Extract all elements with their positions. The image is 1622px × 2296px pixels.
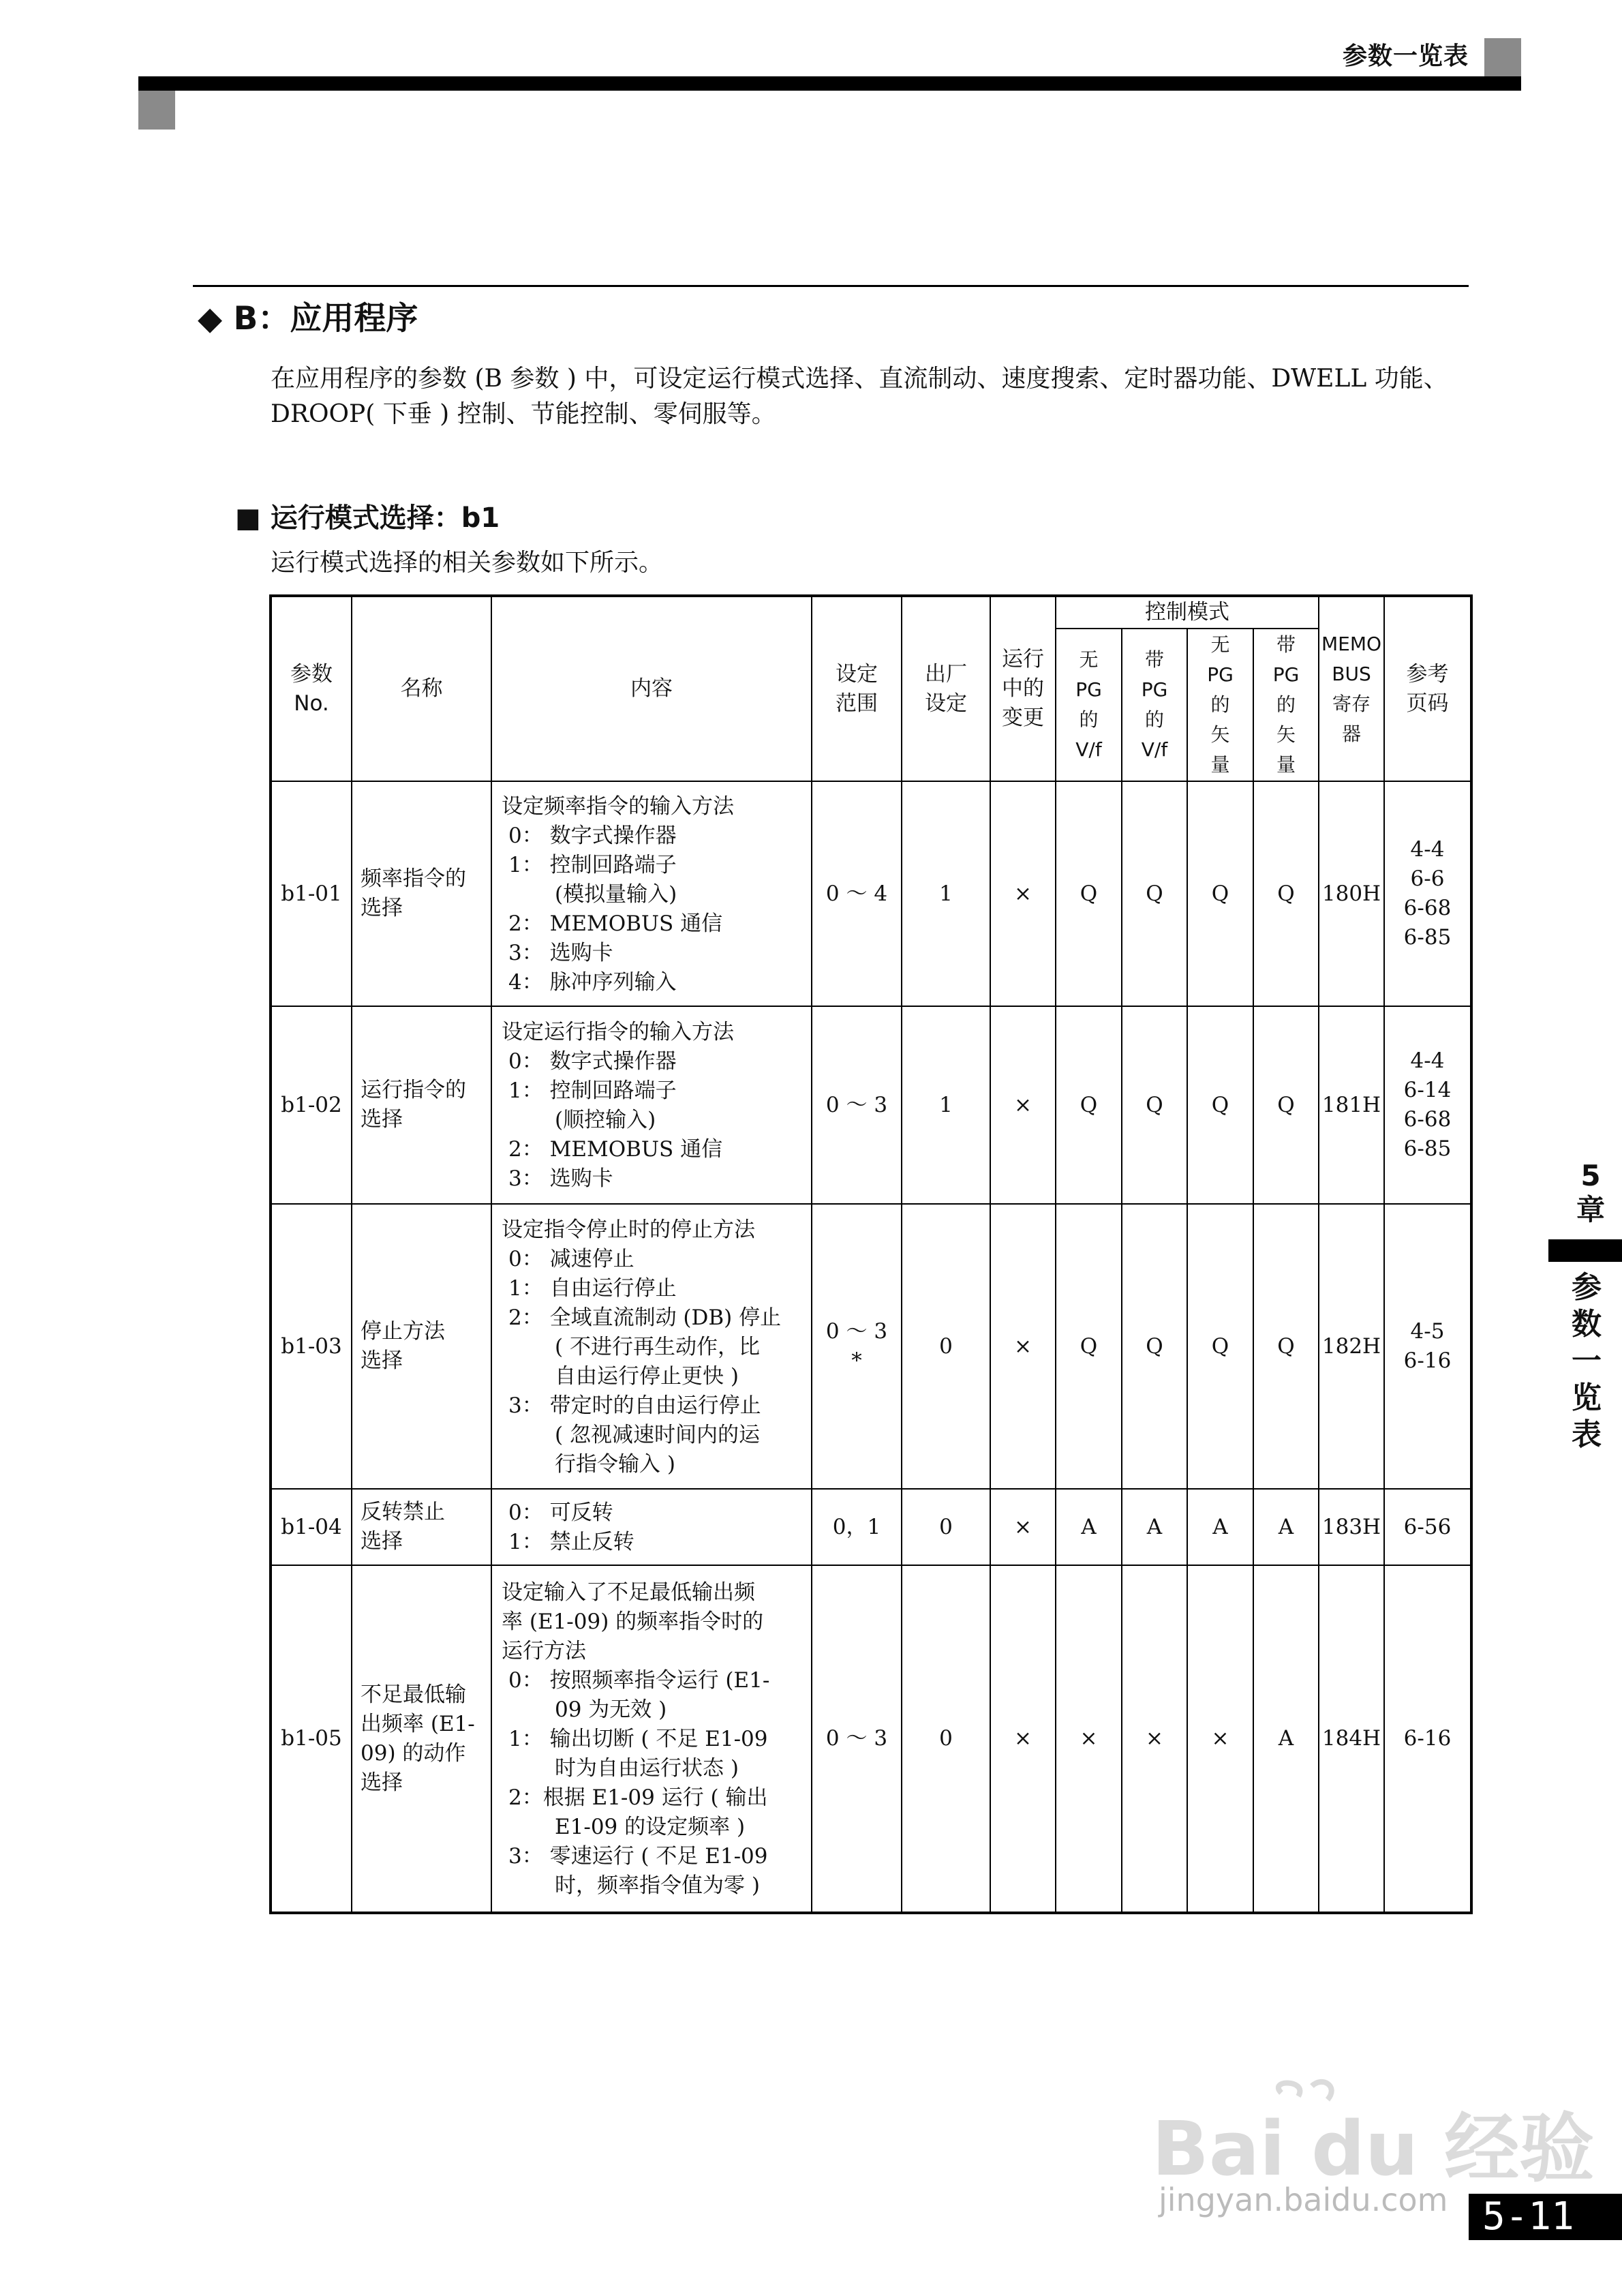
mode-vf-nopg: Q <box>1056 1006 1122 1204</box>
table-row <box>271 781 1471 1006</box>
param-factory: 0 <box>902 1565 990 1913</box>
header-ref: 参考 页码 <box>1384 596 1471 781</box>
param-name: 反转禁止 选择 <box>352 1489 491 1565</box>
param-factory: 0 <box>902 1489 990 1565</box>
param-no: b1-03 <box>271 1204 352 1489</box>
param-range: 0 ～ 3 <box>812 1565 902 1913</box>
param-factory: 0 <box>902 1204 990 1489</box>
param-change: × <box>990 1006 1056 1204</box>
header-memobus: MEMO BUS 寄存 器 <box>1319 596 1384 781</box>
parameter-table <box>269 594 1473 1914</box>
mode-vf-pg: Q <box>1122 1204 1187 1489</box>
side-tab-bar <box>1548 1239 1622 1262</box>
param-factory: 1 <box>902 1006 990 1204</box>
param-range: 0，1 <box>812 1489 902 1565</box>
header-left-square <box>138 91 175 130</box>
mode-vf-nopg: Q <box>1056 781 1122 1006</box>
header-title: 参数一览表 <box>1342 42 1469 70</box>
header-vec-pg: 带 PG 的 矢 量 <box>1253 629 1319 781</box>
param-name: 不足最低输 出频率 (E1- 09) 的动作 选择 <box>352 1565 491 1913</box>
header-range: 设定 范围 <box>812 596 902 781</box>
header-content: 内容 <box>491 596 812 781</box>
page-number: 5-11 <box>1469 2194 1622 2240</box>
header-change: 运行 中的 变更 <box>990 596 1056 781</box>
param-refs: 4-5 6-16 <box>1384 1204 1471 1489</box>
param-name: 运行指令的 选择 <box>352 1006 491 1204</box>
param-refs: 6-56 <box>1384 1489 1471 1565</box>
param-content: 设定指令停止时的停止方法 0： 减速停止 1： 自由运行停止 2： 全域直流制动 (DB) 停止 ( 不进行再生动作，比 自由运行停止更快 ) 3： 带定时的自由运行停止 ( 忽视减速时间内的运 行指令输入 ) <box>491 1204 812 1489</box>
mode-vf-pg: Q <box>1122 781 1187 1006</box>
param-content: 设定运行指令的输入方法 0： 数字式操作器 1： 控制回路端子 (顺控输入) 2： MEMOBUS 通信 3： 选购卡 <box>491 1006 812 1204</box>
mode-vec-pg: A <box>1253 1489 1319 1565</box>
mode-vec-nopg: × <box>1187 1565 1253 1913</box>
param-register: 181H <box>1319 1006 1384 1204</box>
header-gray-square <box>1484 38 1521 76</box>
param-no: b1-04 <box>271 1489 352 1565</box>
header-bar <box>138 76 1521 91</box>
mode-vec-nopg: Q <box>1187 1204 1253 1489</box>
param-no: b1-01 <box>271 781 352 1006</box>
table-row <box>271 1204 1471 1489</box>
param-name: 频率指令的 选择 <box>352 781 491 1006</box>
mode-vf-nopg: Q <box>1056 1204 1122 1489</box>
header-factory: 出厂 设定 <box>902 596 990 781</box>
param-change: × <box>990 1204 1056 1489</box>
param-content: 设定频率指令的输入方法 0： 数字式操作器 1： 控制回路端子 (模拟量输入) 2： MEMOBUS 通信 3： 选购卡 4： 脉冲序列输入 <box>491 781 812 1006</box>
param-refs: 4-4 6-6 6-68 6-85 <box>1384 781 1471 1006</box>
param-refs: 4-4 6-14 6-68 6-85 <box>1384 1006 1471 1204</box>
param-no: b1-02 <box>271 1006 352 1204</box>
param-register: 180H <box>1319 781 1384 1006</box>
mode-vec-pg: Q <box>1253 1006 1319 1204</box>
param-change: × <box>990 1565 1056 1913</box>
mode-vec-pg: Q <box>1253 781 1319 1006</box>
param-content: 设定输入了不足最低输出频 率 (E1-09) 的频率指令时的 运行方法 0： 按照频率指令运行 (E1- 09 为无效 ) 1： 输出切断 ( 不足 E1-09 时为自由运行状态 ) 2：根据 E1-09 运行 ( 输出 E1-09 的设定频率 ) 3： 零速运行 ( 不足 E1-09 时，频率指令值为零 ) <box>491 1565 812 1913</box>
param-no: b1-05 <box>271 1565 352 1913</box>
header-name: 名称 <box>352 596 491 781</box>
table-row <box>271 1489 1471 1565</box>
mode-vec-nopg: Q <box>1187 781 1253 1006</box>
header-vec-nopg: 无 PG 的 矢 量 <box>1187 629 1253 781</box>
table-row <box>271 1565 1471 1913</box>
side-tab-chapter: 5 章 <box>1576 1159 1605 1226</box>
mode-vec-nopg: A <box>1187 1489 1253 1565</box>
param-register: 182H <box>1319 1204 1384 1489</box>
subsection-title: ■ 运行模式选择：b1 <box>235 502 500 534</box>
header-vf-pg: 带 PG 的 V/f <box>1122 629 1187 781</box>
mode-vf-pg: × <box>1122 1565 1187 1913</box>
mode-vf-pg: A <box>1122 1489 1187 1565</box>
mode-vec-pg: A <box>1253 1565 1319 1913</box>
param-register: 183H <box>1319 1489 1384 1565</box>
param-name: 停止方法 选择 <box>352 1204 491 1489</box>
header-control-mode: 控制模式 <box>1056 596 1319 629</box>
mode-vf-nopg: × <box>1056 1565 1122 1913</box>
mode-vec-pg: Q <box>1253 1204 1319 1489</box>
param-change: × <box>990 1489 1056 1565</box>
subsection-desc: 运行模式选择的相关参数如下所示。 <box>271 549 664 577</box>
section-intro: 在应用程序的参数 (B 参数 ) 中，可设定运行模式选择、直流制动、速度搜索、定时器功能、DWELL 功能、DROOP( 下垂 ) 控制、节能控制、零伺服等。 <box>271 365 1448 428</box>
param-register: 184H <box>1319 1565 1384 1913</box>
param-refs: 6-16 <box>1384 1565 1471 1913</box>
param-change: × <box>990 781 1056 1006</box>
section-rule <box>193 285 1469 287</box>
header-vf-nopg: 无 PG 的 V/f <box>1056 629 1122 781</box>
param-content: 0： 可反转 1： 禁止反转 <box>491 1489 812 1565</box>
param-range: 0 ～ 3 * <box>812 1204 902 1489</box>
param-factory: 1 <box>902 781 990 1006</box>
param-range: 0 ～ 4 <box>812 781 902 1006</box>
watermark-logo-text: Bai du 经验 <box>1152 2105 1595 2192</box>
param-range: 0 ～ 3 <box>812 1006 902 1204</box>
watermark-url: jingyan.baidu.com <box>1159 2181 1448 2218</box>
header-param-no: 参数 No. <box>271 596 352 781</box>
mode-vf-nopg: A <box>1056 1489 1122 1565</box>
table-row <box>271 1006 1471 1204</box>
mode-vec-nopg: Q <box>1187 1006 1253 1204</box>
side-tab-title: 参 数 一 览 表 <box>1572 1270 1602 1452</box>
mode-vf-pg: Q <box>1122 1006 1187 1204</box>
section-title: ◆ B：应用程序 <box>198 300 418 337</box>
